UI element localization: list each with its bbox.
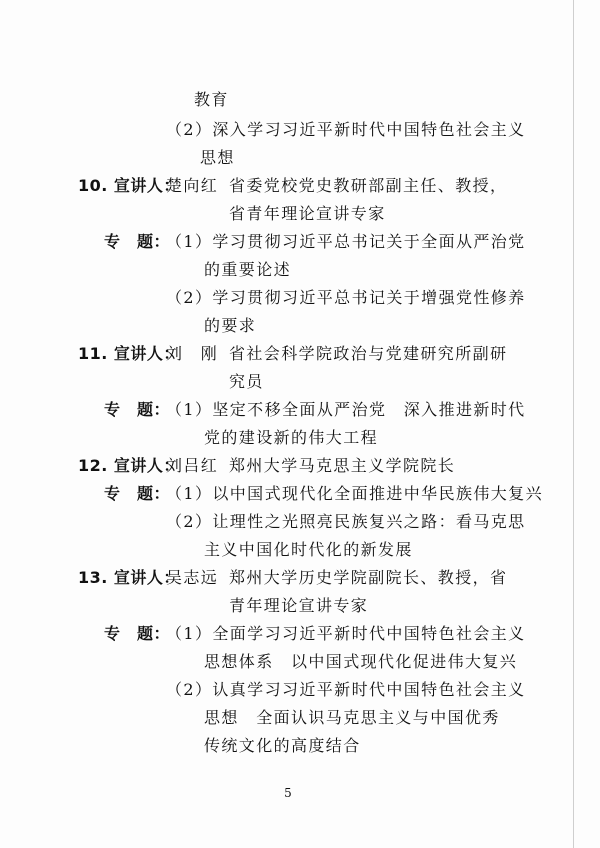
speaker-11-title-line2: 究员 <box>229 372 264 391</box>
speaker-13-topic1-line2: 思想体系 以中国式现代化促进伟大复兴 <box>204 652 518 671</box>
speaker-13-title-line2: 青年理论宣讲专家 <box>229 596 369 615</box>
prev-topic2-line2: 思想 <box>200 148 235 167</box>
speaker-11-name: 刘 刚 <box>166 344 219 363</box>
speaker-12-title-line1: 郑州大学马克思主义学院院长 <box>229 456 456 475</box>
speaker-13-name: 吴志远 <box>166 568 219 587</box>
page-number: 5 <box>284 786 292 800</box>
speaker-10-title-line1: 省委党校党史教研部副主任、教授， <box>229 176 508 195</box>
speaker-10-label: 10. 宣讲人： <box>78 176 180 195</box>
prev-topic1-tail: 教育 <box>194 90 229 109</box>
speaker-13-topic-label: 专 题： <box>104 624 171 643</box>
speaker-10-name: 楚向红 <box>166 176 219 195</box>
speaker-13-topic2-line3: 传统文化的高度结合 <box>204 736 361 755</box>
speaker-11-topic-label: 专 题： <box>104 400 171 419</box>
speaker-10-title-line2: 省青年理论宣讲专家 <box>229 204 386 223</box>
speaker-11-topic1-line2: 党的建设新的伟大工程 <box>204 428 379 447</box>
speaker-13-topic1-line1: （1）全面学习习近平新时代中国特色社会主义 <box>166 624 526 643</box>
speaker-12-name: 刘吕红 <box>166 456 219 475</box>
speaker-12-topic2-line1: （2）让理性之光照亮民族复兴之路：看马克思 <box>166 512 526 531</box>
speaker-10-topic1-line2: 的重要论述 <box>204 260 292 279</box>
speaker-11-label: 11. 宣讲人： <box>78 344 180 363</box>
speaker-13-topic2-line2: 思想 全面认识马克思主义与中国优秀 <box>204 708 500 727</box>
speaker-11-topic1-line1: （1）坚定不移全面从严治党 深入推进新时代 <box>166 400 526 419</box>
speaker-13-title-line1: 郑州大学历史学院副院长、教授，省 <box>229 568 508 587</box>
speaker-10-topic-label: 专 题： <box>104 232 171 251</box>
speaker-10-topic2-line2: 的要求 <box>204 316 257 335</box>
speaker-12-topic-label: 专 题： <box>104 484 171 503</box>
prev-topic2-line1: （2）深入学习习近平新时代中国特色社会主义 <box>166 120 526 139</box>
speaker-13-topic2-line1: （2）认真学习习近平新时代中国特色社会主义 <box>166 680 526 699</box>
speaker-10-topic1-line1: （1）学习贯彻习近平总书记关于全面从严治党 <box>166 232 526 251</box>
speaker-12-topic1-line1: （1）以中国式现代化全面推进中华民族伟大复兴 <box>166 484 543 503</box>
speaker-12-topic2-line2: 主义中国化时代化的新发展 <box>204 540 413 559</box>
speaker-12-label: 12. 宣讲人： <box>78 456 180 475</box>
speaker-13-label: 13. 宣讲人： <box>78 568 180 587</box>
scan-edge-line <box>573 0 574 848</box>
speaker-10-topic2-line1: （2）学习贯彻习近平总书记关于增强党性修养 <box>166 288 526 307</box>
speaker-11-title-line1: 省社会科学院政治与党建研究所副研 <box>229 344 508 363</box>
